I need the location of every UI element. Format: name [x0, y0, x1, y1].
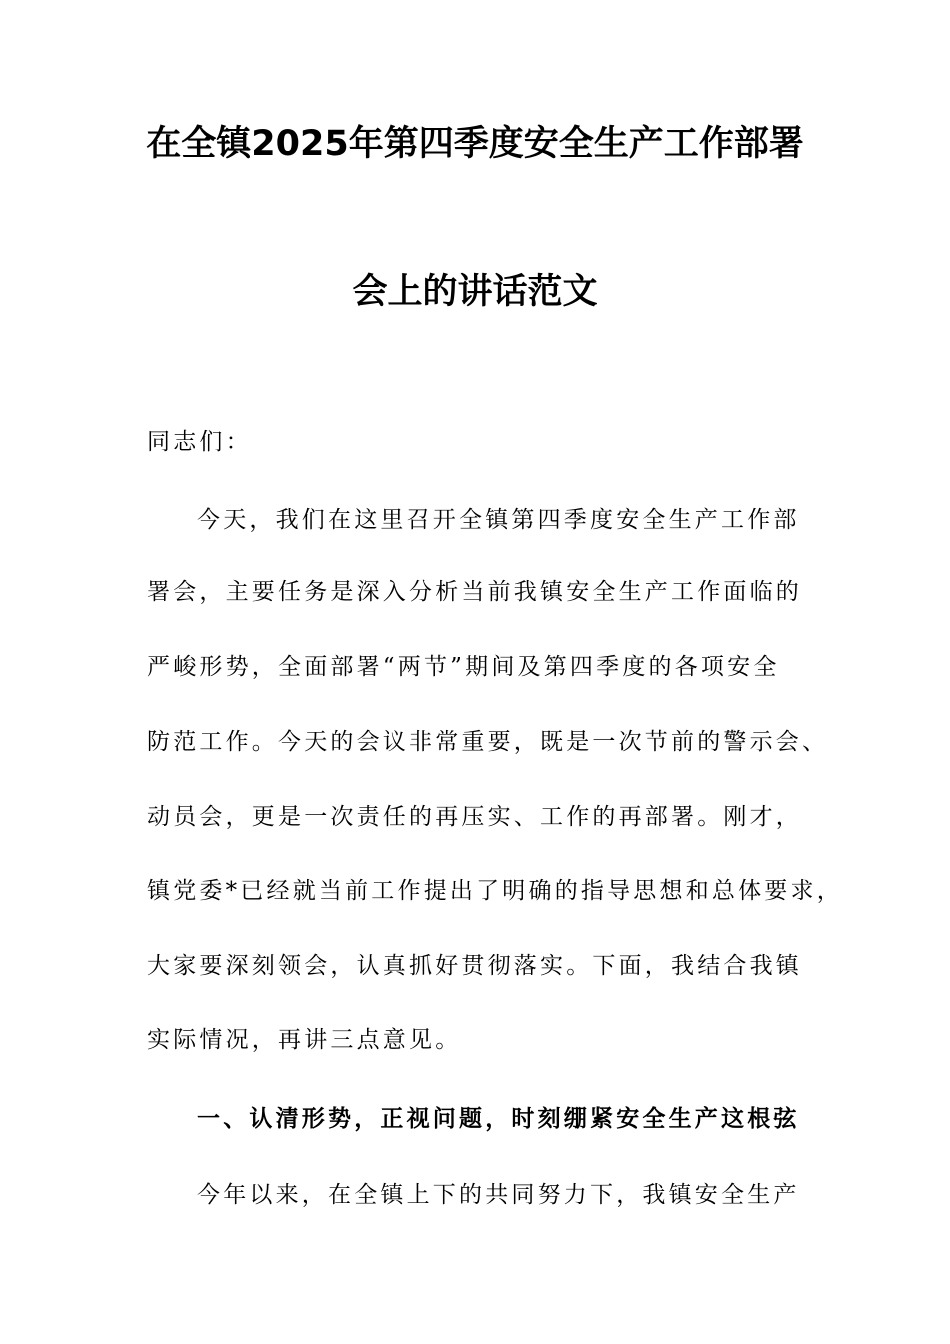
- salutation: 同志们：: [147, 429, 252, 455]
- intro-line-1: 今天，我们在这里召开全镇第四季度安全生产工作部: [197, 507, 800, 533]
- document-title-line-2: 会上的讲话范文: [352, 272, 598, 312]
- intro-line-5: 动员会，更是一次责任的再压实、工作的再部署。刚才，: [147, 804, 802, 830]
- intro-line-7: 大家要深刻领会，认真抓好贯彻落实。下面，我结合我镇: [147, 953, 802, 979]
- intro-line-3: 严峻形势，全面部署“两节”期间及第四季度的各项安全: [147, 654, 780, 680]
- section-1-heading: 一、认清形势，正视问题，时刻绷紧安全生产这根弦: [197, 1106, 800, 1132]
- intro-line-8: 实际情况，再讲三点意见。: [147, 1027, 462, 1053]
- section-1-line-1: 今年以来，在全镇上下的共同努力下，我镇安全生产: [197, 1182, 800, 1208]
- document-title-line-1: 在全镇2025年第四季度安全生产工作部署: [146, 124, 804, 164]
- intro-line-4: 防范工作。今天的会议非常重要，既是一次节前的警示会、: [147, 729, 829, 755]
- intro-line-2: 署会，主要任务是深入分析当前我镇安全生产工作面临的: [147, 579, 802, 605]
- intro-line-6: 镇党委*已经就当前工作提出了明确的指导思想和总体要求，: [147, 878, 843, 904]
